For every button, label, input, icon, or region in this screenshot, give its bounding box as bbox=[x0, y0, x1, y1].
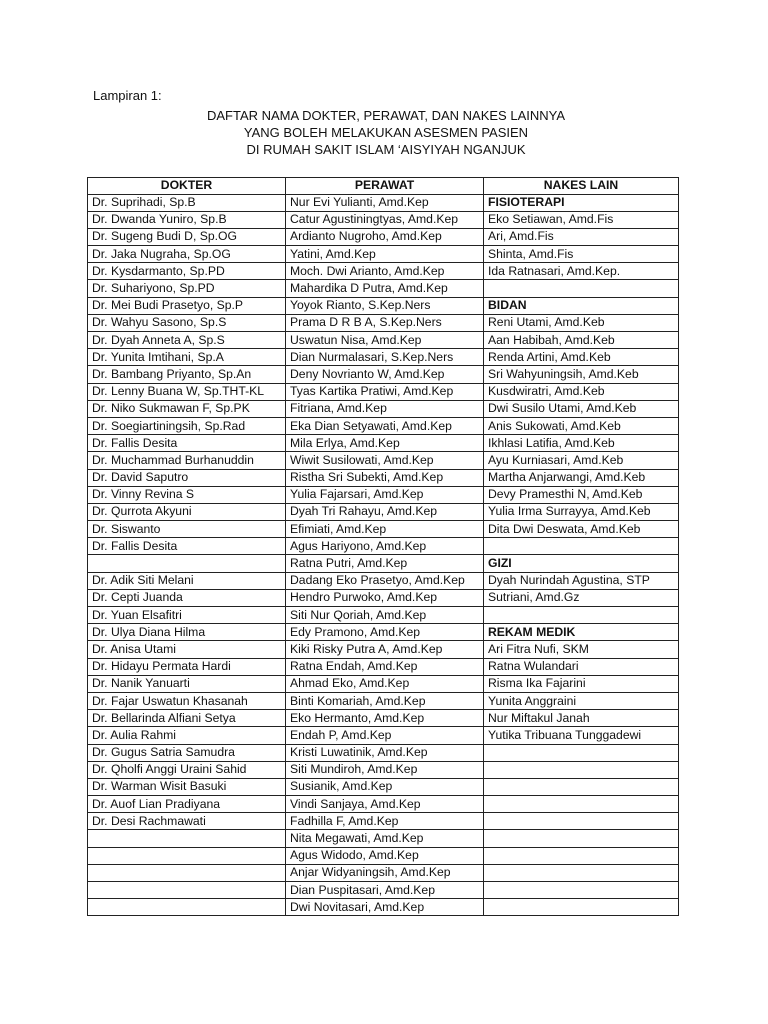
dokter-cell: Dr. Soegiartiningsih, Sp.Rad bbox=[88, 417, 286, 434]
perawat-cell: Ratna Putri, Amd.Kep bbox=[286, 555, 484, 572]
table-row bbox=[88, 796, 679, 813]
nakes-cell bbox=[484, 830, 679, 847]
dokter-cell: Dr. Adik Siti Melani bbox=[88, 572, 286, 589]
dokter-cell: Dr. Vinny Revina S bbox=[88, 486, 286, 503]
perawat-cell: Yulia Fajarsari, Amd.Kep bbox=[286, 486, 484, 503]
dokter-cell: Dr. Desi Rachmawati bbox=[88, 813, 286, 830]
dokter-cell: Dr. David Saputro bbox=[88, 469, 286, 486]
dokter-cell: Dr. Hidayu Permata Hardi bbox=[88, 658, 286, 675]
dokter-cell: Dr. Ulya Diana Hilma bbox=[88, 624, 286, 641]
table-row bbox=[88, 692, 679, 709]
staff-table bbox=[87, 177, 679, 916]
perawat-cell: Agus Hariyono, Amd.Kep bbox=[286, 538, 484, 555]
nakes-section-heading: BIDAN bbox=[484, 297, 679, 314]
perawat-cell: Deny Novrianto W, Amd.Kep bbox=[286, 366, 484, 383]
nakes-cell: Yulia Irma Surrayya, Amd.Keb bbox=[484, 503, 679, 520]
perawat-cell: Wiwit Susilowati, Amd.Kep bbox=[286, 452, 484, 469]
perawat-cell: Ratna Endah, Amd.Kep bbox=[286, 658, 484, 675]
table-body bbox=[88, 194, 679, 916]
dokter-cell: Dr. Niko Sukmawan F, Sp.PK bbox=[88, 400, 286, 417]
table-row bbox=[88, 727, 679, 744]
perawat-cell: Dadang Eko Prasetyo, Amd.Kep bbox=[286, 572, 484, 589]
perawat-cell: Yoyok Rianto, S.Kep.Ners bbox=[286, 297, 484, 314]
nakes-cell: Ida Ratnasari, Amd.Kep. bbox=[484, 263, 679, 280]
perawat-cell: Kiki Risky Putra A, Amd.Kep bbox=[286, 641, 484, 658]
table-row bbox=[88, 486, 679, 503]
perawat-cell: Hendro Purwoko, Amd.Kep bbox=[286, 589, 484, 606]
dokter-cell: Dr. Kysdarmanto, Sp.PD bbox=[88, 263, 286, 280]
perawat-cell: Siti Nur Qoriah, Amd.Kep bbox=[286, 607, 484, 624]
dokter-cell bbox=[88, 847, 286, 864]
dokter-cell: Dr. Gugus Satria Samudra bbox=[88, 744, 286, 761]
table-row bbox=[88, 228, 679, 245]
perawat-cell: Fadhilla F, Amd.Kep bbox=[286, 813, 484, 830]
table-row bbox=[88, 572, 679, 589]
nakes-cell bbox=[484, 538, 679, 555]
nakes-cell bbox=[484, 847, 679, 864]
table-row bbox=[88, 263, 679, 280]
column-header-perawat: PERAWAT bbox=[286, 178, 484, 195]
nakes-cell: Dwi Susilo Utami, Amd.Keb bbox=[484, 400, 679, 417]
nakes-cell bbox=[484, 778, 679, 795]
table-row bbox=[88, 744, 679, 761]
perawat-cell: Agus Widodo, Amd.Kep bbox=[286, 847, 484, 864]
table-row bbox=[88, 761, 679, 778]
nakes-cell: Sri Wahyuningsih, Amd.Keb bbox=[484, 366, 679, 383]
table-row bbox=[88, 675, 679, 692]
nakes-cell: Reni Utami, Amd.Keb bbox=[484, 314, 679, 331]
dokter-cell bbox=[88, 864, 286, 881]
dokter-cell: Dr. Nanik Yanuarti bbox=[88, 675, 286, 692]
perawat-cell: Ristha Sri Subekti, Amd.Kep bbox=[286, 469, 484, 486]
perawat-cell: Dian Nurmalasari, S.Kep.Ners bbox=[286, 349, 484, 366]
nakes-cell: Devy Pramesthi N, Amd.Keb bbox=[484, 486, 679, 503]
table-row bbox=[88, 417, 679, 434]
table-row bbox=[88, 383, 679, 400]
nakes-cell: Renda Artini, Amd.Keb bbox=[484, 349, 679, 366]
nakes-cell: Kusdwiratri, Amd.Keb bbox=[484, 383, 679, 400]
perawat-cell: Eko Hermanto, Amd.Kep bbox=[286, 710, 484, 727]
nakes-cell bbox=[484, 864, 679, 881]
perawat-cell: Siti Mundiroh, Amd.Kep bbox=[286, 761, 484, 778]
nakes-section-heading: GIZI bbox=[484, 555, 679, 572]
perawat-cell: Prama D R B A, S.Kep.Ners bbox=[286, 314, 484, 331]
perawat-cell: Tyas Kartika Pratiwi, Amd.Kep bbox=[286, 383, 484, 400]
table-row bbox=[88, 899, 679, 916]
nakes-cell: Yunita Anggraini bbox=[484, 692, 679, 709]
document-title bbox=[0, 107, 768, 158]
dokter-cell bbox=[88, 899, 286, 916]
nakes-cell: Anis Sukowati, Amd.Keb bbox=[484, 417, 679, 434]
perawat-cell: Susianik, Amd.Kep bbox=[286, 778, 484, 795]
dokter-cell: Dr. Dwanda Yuniro, Sp.B bbox=[88, 211, 286, 228]
nakes-cell: Shinta, Amd.Fis bbox=[484, 246, 679, 263]
nakes-cell: Ari Fitra Nufi, SKM bbox=[484, 641, 679, 658]
table-row bbox=[88, 435, 679, 452]
nakes-section-heading: REKAM MEDIK bbox=[484, 624, 679, 641]
perawat-cell: Anjar Widyaningsih, Amd.Kep bbox=[286, 864, 484, 881]
nakes-cell: Eko Setiawan, Amd.Fis bbox=[484, 211, 679, 228]
dokter-cell: Dr. Dyah Anneta A, Sp.S bbox=[88, 332, 286, 349]
table-row bbox=[88, 847, 679, 864]
table-row bbox=[88, 469, 679, 486]
perawat-cell: Dian Puspitasari, Amd.Kep bbox=[286, 882, 484, 899]
table-header-row bbox=[88, 178, 679, 195]
table-row bbox=[88, 607, 679, 624]
nakes-cell: Nur Miftakul Janah bbox=[484, 710, 679, 727]
dokter-cell: Dr. Fajar Uswatun Khasanah bbox=[88, 692, 286, 709]
dokter-cell: Dr. Anisa Utami bbox=[88, 641, 286, 658]
nakes-cell: Martha Anjarwangi, Amd.Keb bbox=[484, 469, 679, 486]
nakes-cell: Risma Ika Fajarini bbox=[484, 675, 679, 692]
dokter-cell: Dr. Yuan Elsafitri bbox=[88, 607, 286, 624]
dokter-cell: Dr. Qholfi Anggi Uraini Sahid bbox=[88, 761, 286, 778]
perawat-cell: Dwi Novitasari, Amd.Kep bbox=[286, 899, 484, 916]
dokter-cell: Dr. Bellarinda Alfiani Setya bbox=[88, 710, 286, 727]
nakes-cell bbox=[484, 899, 679, 916]
table-row bbox=[88, 521, 679, 538]
nakes-cell bbox=[484, 607, 679, 624]
nakes-cell: Ayu Kurniasari, Amd.Keb bbox=[484, 452, 679, 469]
table-row bbox=[88, 813, 679, 830]
dokter-cell: Dr. Muchammad Burhanuddin bbox=[88, 452, 286, 469]
table-row bbox=[88, 882, 679, 899]
dokter-cell: Dr. Fallis Desita bbox=[88, 435, 286, 452]
perawat-cell: Edy Pramono, Amd.Kep bbox=[286, 624, 484, 641]
perawat-cell: Yatini, Amd.Kep bbox=[286, 246, 484, 263]
nakes-cell: Dyah Nurindah Agustina, STP bbox=[484, 572, 679, 589]
table-row bbox=[88, 538, 679, 555]
table-row bbox=[88, 194, 679, 211]
dokter-cell bbox=[88, 555, 286, 572]
dokter-cell: Dr. Wahyu Sasono, Sp.S bbox=[88, 314, 286, 331]
perawat-cell: Dyah Tri Rahayu, Amd.Kep bbox=[286, 503, 484, 520]
dokter-cell: Dr. Suprihadi, Sp.B bbox=[88, 194, 286, 211]
table-row bbox=[88, 211, 679, 228]
dokter-cell: Dr. Qurrota Akyuni bbox=[88, 503, 286, 520]
perawat-cell: Ardianto Nugroho, Amd.Kep bbox=[286, 228, 484, 245]
nakes-cell: Sutriani, Amd.Gz bbox=[484, 589, 679, 606]
dokter-cell bbox=[88, 830, 286, 847]
dokter-cell: Dr. Suhariyono, Sp.PD bbox=[88, 280, 286, 297]
dokter-cell: Dr. Jaka Nugraha, Sp.OG bbox=[88, 246, 286, 263]
table-row bbox=[88, 332, 679, 349]
table-row bbox=[88, 314, 679, 331]
nakes-section-heading: FISIOTERAPI bbox=[484, 194, 679, 211]
perawat-cell: Kristi Luwatinik, Amd.Kep bbox=[286, 744, 484, 761]
perawat-cell: Endah P, Amd.Kep bbox=[286, 727, 484, 744]
nakes-cell: Ikhlasi Latifia, Amd.Keb bbox=[484, 435, 679, 452]
dokter-cell: Dr. Warman Wisit Basuki bbox=[88, 778, 286, 795]
nakes-cell bbox=[484, 744, 679, 761]
dokter-cell: Dr. Aulia Rahmi bbox=[88, 727, 286, 744]
table-row bbox=[88, 452, 679, 469]
title-line: DAFTAR NAMA DOKTER, PERAWAT, DAN NAKES LAINNYA bbox=[206, 108, 566, 123]
perawat-cell: Nita Megawati, Amd.Kep bbox=[286, 830, 484, 847]
table-row bbox=[88, 658, 679, 675]
table-row bbox=[88, 246, 679, 263]
table-row bbox=[88, 710, 679, 727]
dokter-cell: Dr. Mei Budi Prasetyo, Sp.P bbox=[88, 297, 286, 314]
column-header-nakes-lain: NAKES LAIN bbox=[484, 178, 679, 195]
perawat-cell: Binti Komariah, Amd.Kep bbox=[286, 692, 484, 709]
nakes-cell bbox=[484, 280, 679, 297]
nakes-cell: Ari, Amd.Fis bbox=[484, 228, 679, 245]
table-row bbox=[88, 400, 679, 417]
table-row bbox=[88, 366, 679, 383]
nakes-cell: Dita Dwi Deswata, Amd.Keb bbox=[484, 521, 679, 538]
perawat-cell: Eka Dian Setyawati, Amd.Kep bbox=[286, 417, 484, 434]
table-row bbox=[88, 555, 679, 572]
perawat-cell: Vindi Sanjaya, Amd.Kep bbox=[286, 796, 484, 813]
table-row bbox=[88, 280, 679, 297]
attachment-label: Lampiran 1: bbox=[93, 88, 162, 103]
dokter-cell: Dr. Cepti Juanda bbox=[88, 589, 286, 606]
dokter-cell: Dr. Siswanto bbox=[88, 521, 286, 538]
dokter-cell: Dr. Yunita Imtihani, Sp.A bbox=[88, 349, 286, 366]
nakes-cell bbox=[484, 761, 679, 778]
table-row bbox=[88, 864, 679, 881]
table-row bbox=[88, 830, 679, 847]
table-row bbox=[88, 589, 679, 606]
perawat-cell: Catur Agustiningtyas, Amd.Kep bbox=[286, 211, 484, 228]
table-row bbox=[88, 349, 679, 366]
column-header-dokter: DOKTER bbox=[88, 178, 286, 195]
perawat-cell: Uswatun Nisa, Amd.Kep bbox=[286, 332, 484, 349]
table-row bbox=[88, 297, 679, 314]
perawat-cell: Moch. Dwi Arianto, Amd.Kep bbox=[286, 263, 484, 280]
dokter-cell: Dr. Auof Lian Pradiyana bbox=[88, 796, 286, 813]
perawat-cell: Ahmad Eko, Amd.Kep bbox=[286, 675, 484, 692]
table-row bbox=[88, 641, 679, 658]
table-row bbox=[88, 503, 679, 520]
dokter-cell: Dr. Bambang Priyanto, Sp.An bbox=[88, 366, 286, 383]
perawat-cell: Mahardika D Putra, Amd.Kep bbox=[286, 280, 484, 297]
dokter-cell: Dr. Fallis Desita bbox=[88, 538, 286, 555]
title-line: DI RUMAH SAKIT ISLAM ‘AISYIYAH NGANJUK bbox=[246, 142, 526, 157]
nakes-cell: Aan Habibah, Amd.Keb bbox=[484, 332, 679, 349]
perawat-cell: Efimiati, Amd.Kep bbox=[286, 521, 484, 538]
table-row bbox=[88, 778, 679, 795]
dokter-cell: Dr. Lenny Buana W, Sp.THT-KL bbox=[88, 383, 286, 400]
title-line: YANG BOLEH MELAKUKAN ASESMEN PASIEN bbox=[243, 125, 529, 140]
perawat-cell: Mila Erlya, Amd.Kep bbox=[286, 435, 484, 452]
nakes-cell bbox=[484, 796, 679, 813]
dokter-cell: Dr. Sugeng Budi D, Sp.OG bbox=[88, 228, 286, 245]
nakes-cell bbox=[484, 813, 679, 830]
nakes-cell bbox=[484, 882, 679, 899]
table-row bbox=[88, 624, 679, 641]
perawat-cell: Fitriana, Amd.Kep bbox=[286, 400, 484, 417]
perawat-cell: Nur Evi Yulianti, Amd.Kep bbox=[286, 194, 484, 211]
nakes-cell: Yutika Tribuana Tunggadewi bbox=[484, 727, 679, 744]
nakes-cell: Ratna Wulandari bbox=[484, 658, 679, 675]
dokter-cell bbox=[88, 882, 286, 899]
